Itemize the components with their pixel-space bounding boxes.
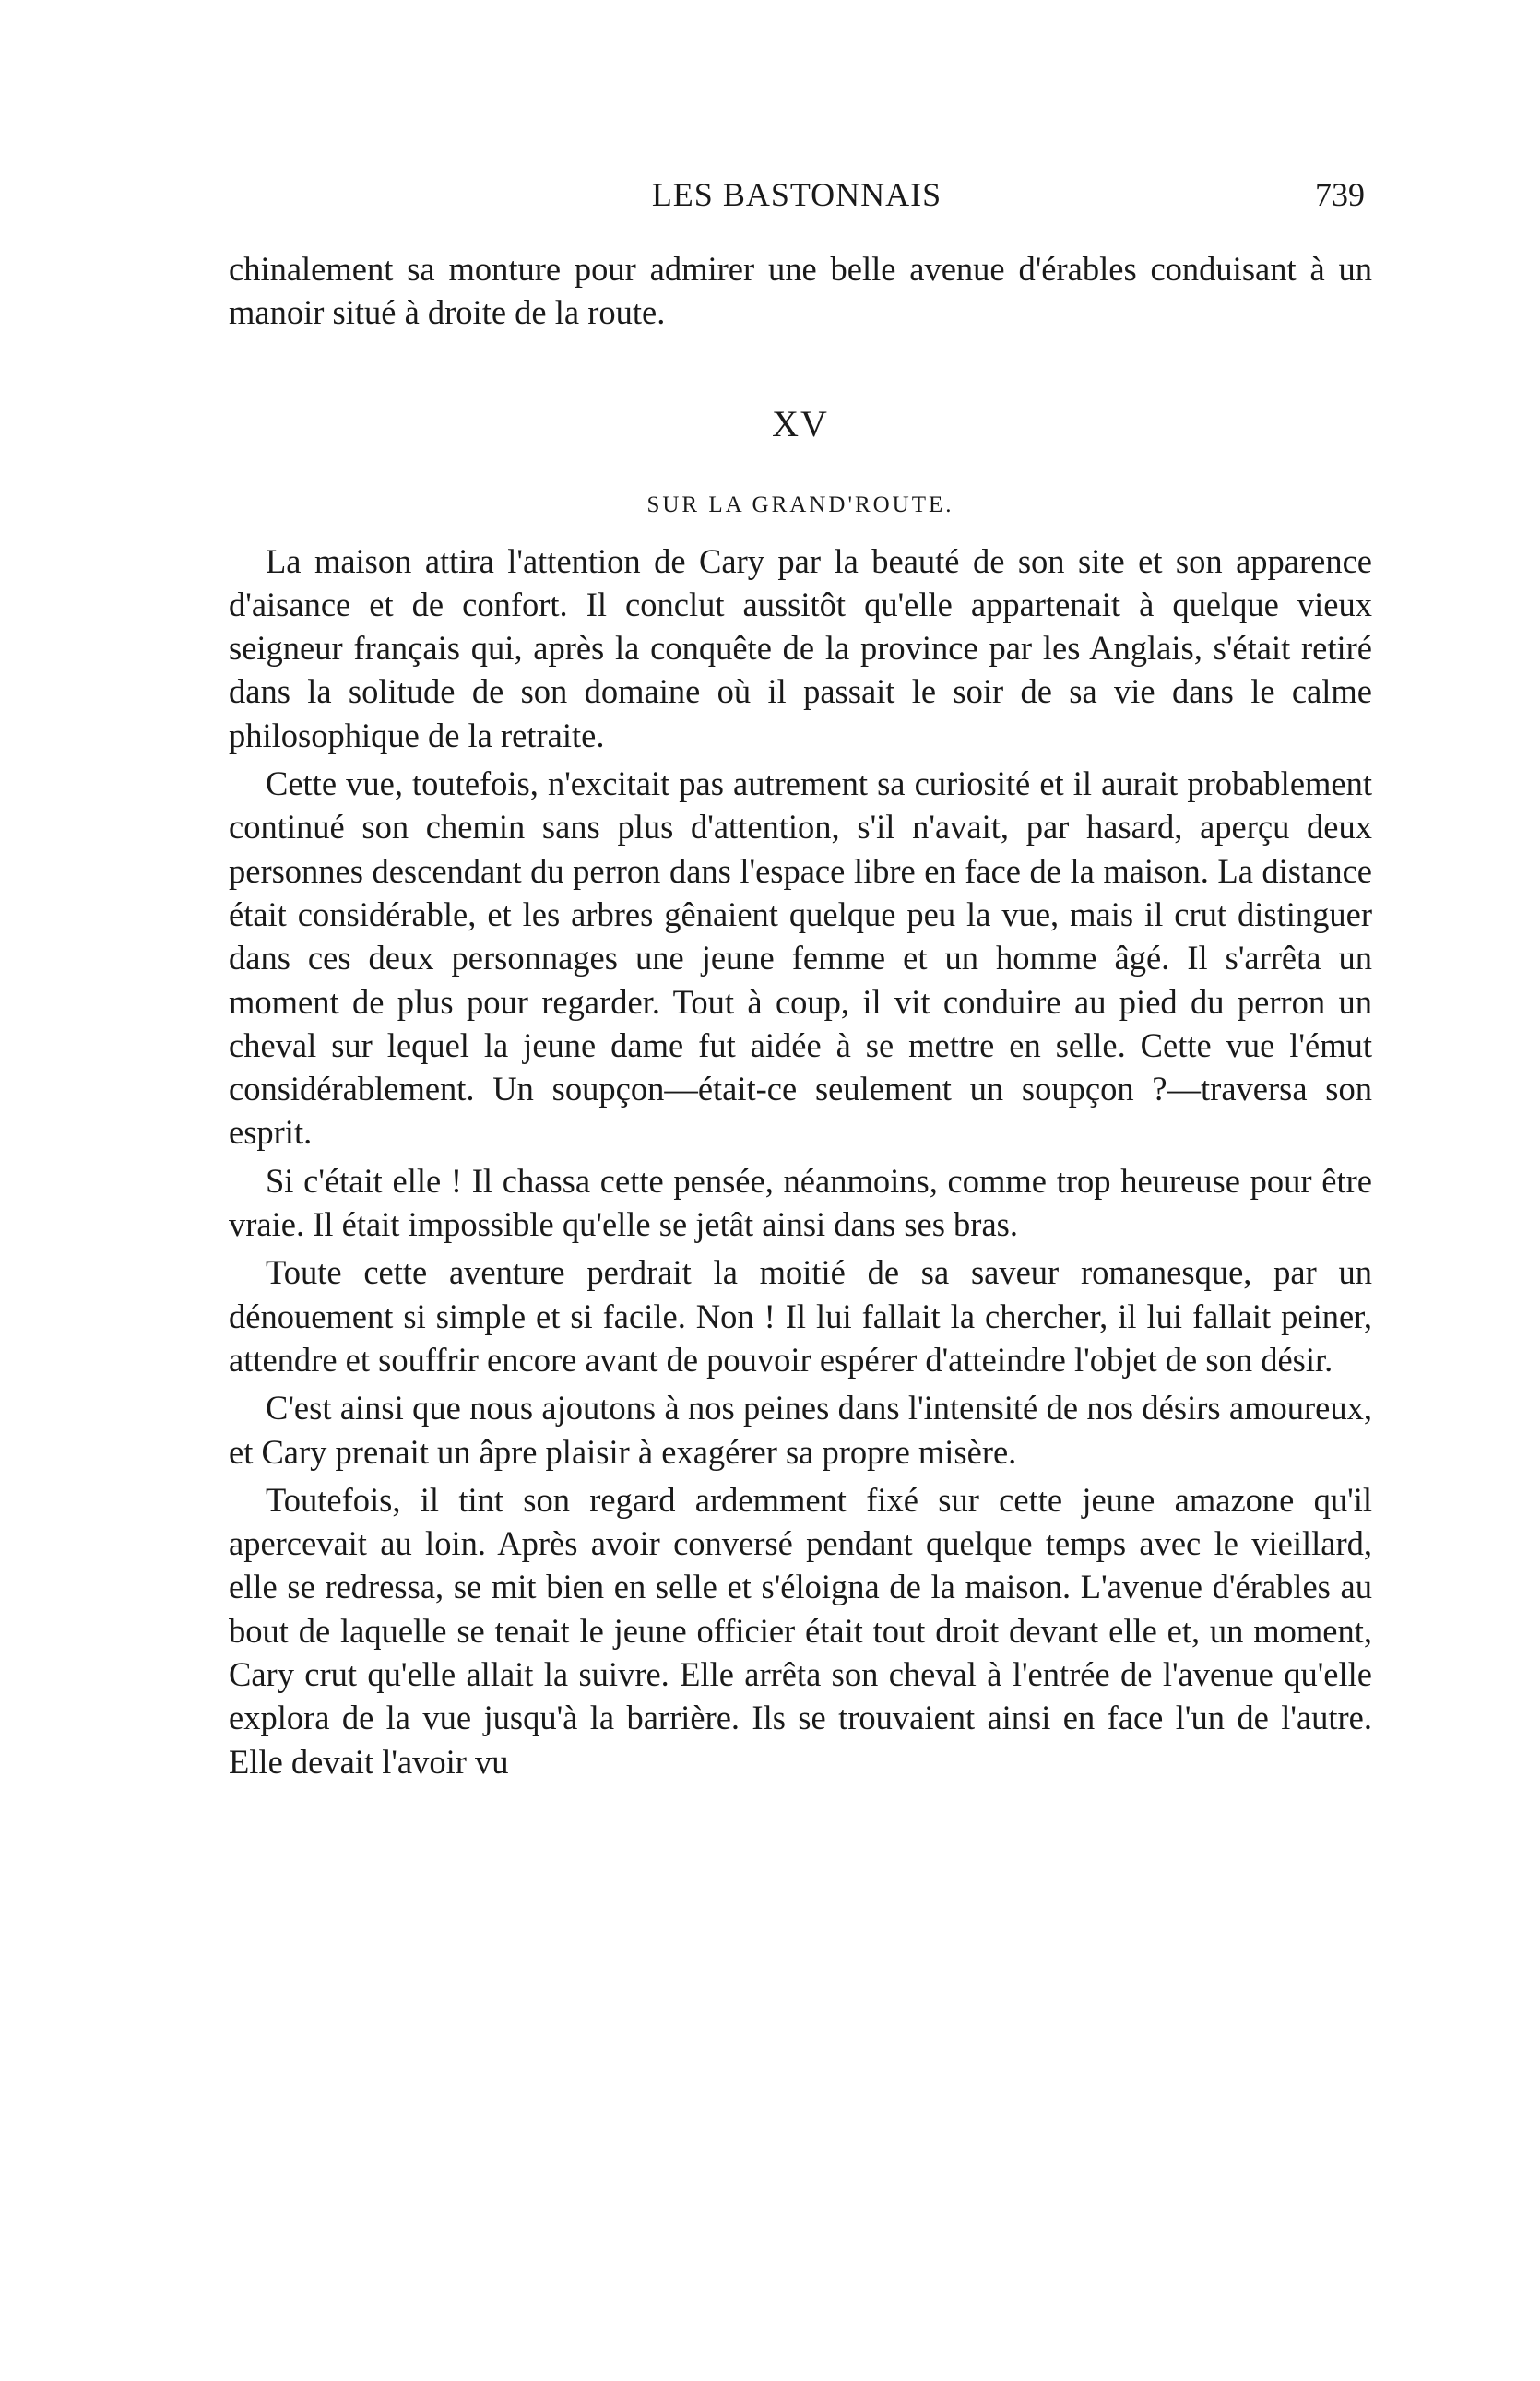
body-text: [229, 247, 1372, 1783]
running-title: LES BASTONNAIS: [651, 176, 942, 213]
paragraph: Cette vue, toutefois, n'excitait pas autrement sa curiosité et il aurait probablement continué son chemin sans plus d'attention, s'il n'avait, par hasard, aperçu deux personnes descendant du perron dans l'espace libre en face de la maison. La distance était considérable, et les arbres gênaient quelque peu la vue, mais il crut distinguer dans ces deux personnages une jeune femme et un homme âgé. Il s'arrêta un moment de plus pour regarder. Tout à coup, il vit conduire au pied du perron un cheval sur lequel la jeune dame fut aidée à se mettre en selle. Cette vue l'émut considérablement. Un soupçon—était-ce seulement un soupçon ?—traversa son esprit.: [229, 764, 1372, 1152]
paragraph: La maison attira l'attention de Cary par la beauté de son site et son apparence d'aisance et de confort. Il conclut aussitôt qu'elle appartenait à quelque vieux seigneur français qui, après la conquête de la province par les Anglais, s'était retiré dans la solitude de son domaine où il passait le soir de sa vie dans le calme philosophique de la retraite.: [229, 541, 1372, 754]
paragraph: Si c'était elle ! Il chassa cette pensée, néanmoins, comme trop heureuse pour être vraie. Il était impossible qu'elle se jetât ainsi dans ses bras.: [229, 1161, 1372, 1244]
page-number: 739: [1315, 176, 1365, 213]
chapter-number: XV: [772, 402, 829, 444]
chapter-title: SUR LA GRAND'ROUTE.: [646, 492, 954, 517]
paragraph: C'est ainsi que nous ajoutons à nos peines dans l'intensité de nos désirs amoureux, et Cary prenait un âpre plaisir à exagérer sa propre misère.: [229, 1389, 1372, 1471]
continued-paragraph: chinalement sa monture pour admirer une belle avenue d'érables conduisant à un manoir situé à droite de la route.: [229, 250, 1372, 332]
running-header: [229, 175, 1365, 221]
paragraph: Toute cette aventure perdrait la moitié de sa saveur romanesque, par un dénouement si simple et si facile. Non ! Il lui fallait la chercher, il lui fallait peiner, attendre et souffrir encore avant de pouvoir espérer d'atteindre l'objet de son désir.: [229, 1253, 1372, 1379]
paragraph: Toutefois, il tint son regard ardemment fixé sur cette jeune amazone qu'il apercevait au loin. Après avoir conversé pendant quelque temps avec le vieillard, elle se redressa, se mit bien en selle et s'éloigna de la maison. L'avenue d'érables au bout de laquelle se tenait le jeune officier était tout droit devant elle et, un moment, Cary crut qu'elle allait la suivre. Elle arrêta son cheval à l'entrée de l'avenue qu'elle explora de la vue jusqu'à la barrière. Ils se trouvaient ainsi en face l'un de l'autre. Elle devait l'avoir vu: [229, 1480, 1372, 1781]
